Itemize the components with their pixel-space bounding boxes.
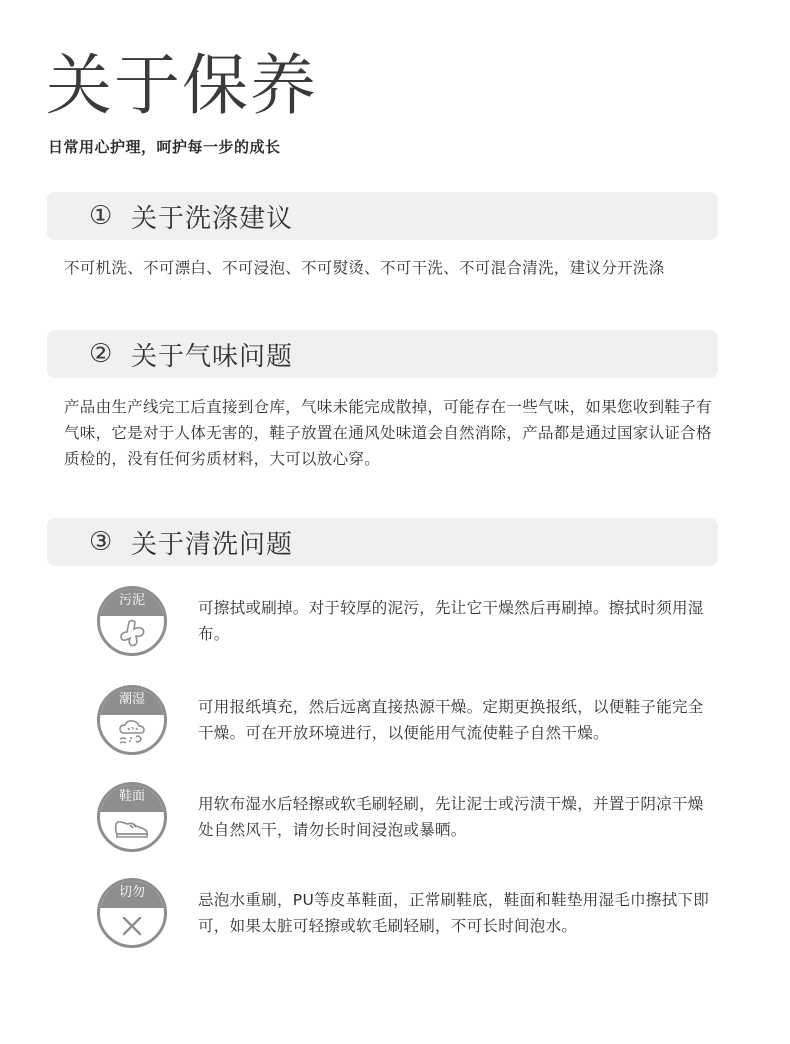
care-text: 用软布湿水后轻擦或软毛刷轻刷，先让泥士或污渍干燥，并置于阴凉干燥处自然风干，请勿长时间浸泡或暴晒。 (198, 795, 704, 839)
care-item-shoe-upper (97, 782, 722, 862)
care-badge (97, 685, 167, 755)
odor-text: 产品由生产线完工后直接到仓库，气味未能完成散掉，可能存在一些气味，如果您收到鞋子有气味，它是对于人体无害的，鞋子放置在通风处味道会自然消除，产品都是通过国家认证合格质检的，没有任何劣质材料，大可以放心穿。 (64, 398, 712, 468)
section-title: 关于洗涤建议 (131, 203, 294, 234)
care-badge (97, 782, 167, 852)
care-text: 可用报纸填充，然后远离直接热源干燥。定期更换报纸，以便鞋子能完全干燥。可在开放环境进行，以便能用气流使鞋子自然干燥。 (198, 698, 704, 742)
shoe-icon (114, 814, 150, 846)
badge-label: 潮湿 (100, 688, 164, 715)
section-number: ② (89, 339, 113, 369)
care-item-never (97, 878, 722, 958)
care-item-dirt (97, 586, 722, 666)
humidity-icon (116, 717, 148, 749)
section-title: 关于清洗问题 (131, 529, 294, 560)
page-title: 关于保养 (46, 47, 318, 124)
care-text: 可擦拭或刷掉。对于较厚的泥污，先让它干燥然后再刷掉。擦拭时须用湿布。 (198, 599, 704, 643)
page-subtitle: 日常用心护理，呵护每一步的成长 (48, 138, 281, 156)
care-item-humidity (97, 685, 722, 765)
section-header-cleaning (47, 518, 718, 566)
care-text: 忌泡水重刷，PU等皮革鞋面，正常刷鞋底，鞋面和鞋垫用湿毛巾擦拭下即可，如果太脏可轻擦或软毛刷轻刷，不可长时间泡水。 (198, 891, 710, 935)
badge-label: 切勿 (100, 881, 164, 908)
badge-label: 鞋面 (100, 785, 164, 812)
section-header-odor (47, 330, 718, 378)
washing-advice-text: 不可机洗、不可漂白、不可浸泡、不可熨烫、不可干洗、不可混合清洗，建议分开洗涤 (64, 259, 665, 277)
section-number: ③ (89, 527, 113, 557)
section-number: ① (89, 201, 113, 231)
badge-label: 污泥 (100, 589, 164, 616)
care-badge (97, 878, 167, 948)
dirt-icon (116, 618, 148, 650)
section-title: 关于气味问题 (131, 341, 294, 372)
cross-icon (116, 910, 148, 942)
section-header-washing (47, 192, 718, 240)
care-badge (97, 586, 167, 656)
